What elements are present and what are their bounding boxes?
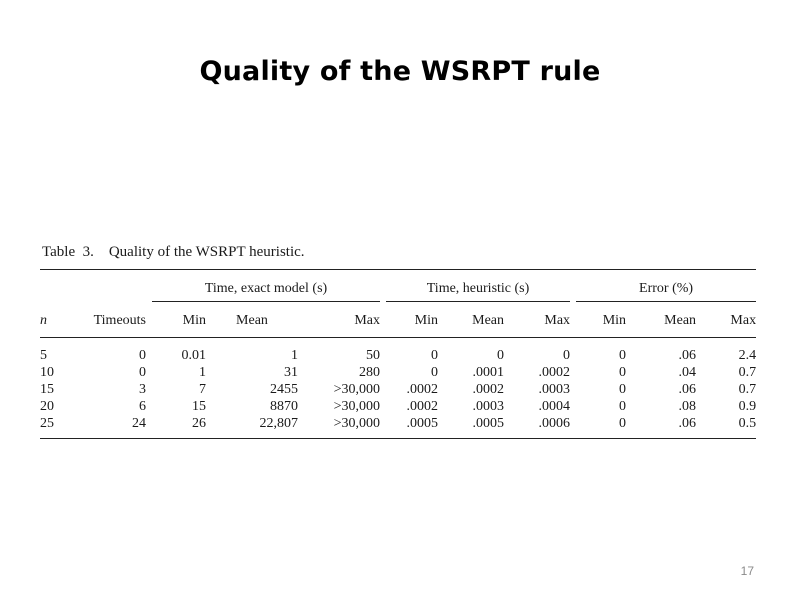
cell-error-max: 0.5 (738, 416, 757, 431)
slide-title: Quality of the WSRPT rule (199, 56, 601, 87)
cell-exact-min: 15 (192, 399, 206, 414)
column-header-error-mean: Mean (626, 306, 696, 338)
cell-exact-min: 1 (199, 365, 206, 380)
cell-n: 20 (40, 399, 54, 414)
cell-n: 25 (40, 416, 54, 431)
cell-timeouts: 0 (139, 348, 146, 363)
results-table-block (40, 244, 756, 439)
cell-error-max: 0.9 (738, 399, 757, 414)
cell-error-mean: .04 (678, 365, 697, 380)
column-header-error-max: Max (696, 306, 756, 338)
cell-exact-mean: 1 (291, 348, 298, 363)
column-header-heuristic-max: Max (504, 306, 570, 338)
results-table (40, 269, 756, 439)
table-row (40, 364, 756, 381)
cell-error-mean: .06 (678, 348, 697, 363)
cell-error-mean: .06 (678, 416, 697, 431)
cell-exact-mean: 22,807 (259, 416, 298, 431)
column-header-exact-mean: Mean (206, 306, 298, 338)
cell-heuristic-min: 0 (431, 348, 439, 363)
group-header-row (40, 270, 756, 307)
cell-exact-mean: 2455 (270, 382, 298, 397)
cell-timeouts: 0 (139, 365, 146, 380)
cell-exact-max: >30,000 (333, 382, 381, 397)
cell-heuristic-mean: .0002 (472, 382, 505, 397)
cell-heuristic-max: .0002 (538, 365, 571, 380)
cell-error-mean: .06 (678, 382, 697, 397)
cell-heuristic-mean: .0001 (472, 365, 505, 380)
cell-error-min: 0 (619, 416, 627, 431)
cell-n: 5 (40, 348, 47, 363)
cell-exact-mean: 31 (284, 365, 298, 380)
cell-error-min: 0 (619, 382, 627, 397)
cell-heuristic-mean: 0 (497, 348, 505, 363)
cell-error-max: 0.7 (738, 382, 757, 397)
column-header-heuristic-mean: Mean (438, 306, 504, 338)
column-header-timeouts: Timeouts (64, 306, 146, 338)
cell-exact-max: >30,000 (333, 399, 381, 414)
table-row (40, 381, 756, 398)
cell-heuristic-max: 0 (563, 348, 571, 363)
cell-n: 15 (40, 382, 54, 397)
table-caption: Table 3. Quality of the WSRPT heuristic. (42, 244, 305, 260)
cell-heuristic-min: .0002 (406, 399, 439, 414)
cell-heuristic-min: .0002 (406, 382, 439, 397)
group-header-error: Error (%) (570, 270, 756, 307)
table-row (40, 338, 756, 365)
column-header-error-min: Min (570, 306, 626, 338)
cell-heuristic-mean: .0003 (472, 399, 505, 414)
table-row (40, 415, 756, 439)
cell-error-min: 0 (619, 399, 627, 414)
cell-exact-min: 0.01 (181, 348, 206, 363)
cell-heuristic-max: .0006 (538, 416, 571, 431)
cell-exact-max: 50 (366, 348, 381, 363)
cell-exact-max: 280 (359, 365, 381, 380)
cell-heuristic-min: .0005 (406, 416, 439, 431)
column-header-row (40, 306, 756, 338)
column-header-exact-min: Min (146, 306, 206, 338)
cell-n: 10 (40, 365, 54, 380)
group-header-exact: Time, exact model (s) (146, 270, 380, 307)
cell-timeouts: 3 (139, 382, 146, 397)
column-header-exact-max: Max (298, 306, 380, 338)
cell-exact-min: 26 (192, 416, 206, 431)
group-header-heuristic: Time, heuristic (s) (380, 270, 570, 307)
cell-error-max: 0.7 (738, 365, 757, 380)
cell-error-mean: .08 (678, 399, 697, 414)
column-header-heuristic-min: Min (380, 306, 438, 338)
cell-heuristic-mean: .0005 (472, 416, 505, 431)
cell-heuristic-max: .0003 (538, 382, 571, 397)
cell-timeouts: 24 (132, 416, 146, 431)
page-number: 17 (740, 564, 754, 578)
cell-exact-min: 7 (199, 382, 206, 397)
cell-timeouts: 6 (139, 399, 146, 414)
cell-error-max: 2.4 (738, 348, 757, 363)
cell-exact-mean: 8870 (270, 399, 298, 414)
cell-exact-max: >30,000 (333, 416, 381, 431)
cell-error-min: 0 (619, 348, 627, 363)
table-row (40, 398, 756, 415)
cell-heuristic-min: 0 (431, 365, 439, 380)
cell-heuristic-max: .0004 (538, 399, 571, 414)
cell-error-min: 0 (619, 365, 627, 380)
column-header-n: n (40, 306, 64, 338)
